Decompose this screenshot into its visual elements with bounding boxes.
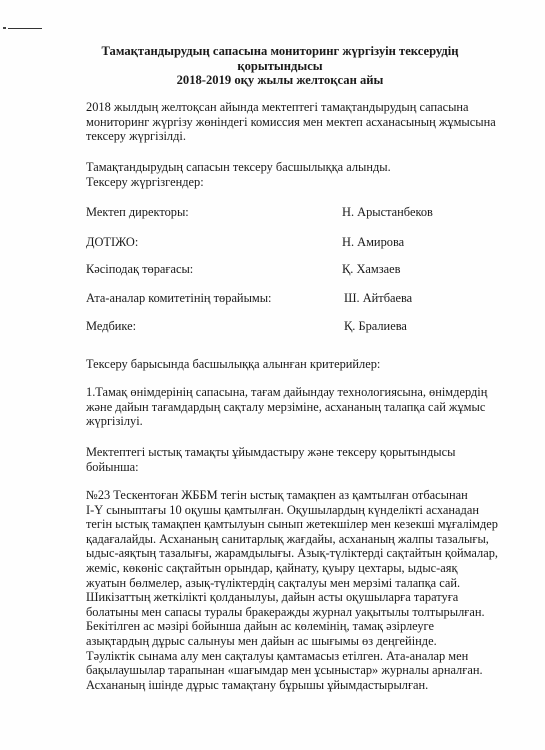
results-line: Шикізаттың жеткілікті қолданылуы, дайын асты оқушыларға таратуға [86,590,459,605]
criterion-1 [86,385,506,429]
results-heading [86,445,506,474]
results-line: Тәуліктік сынама алу мен сақталуы қамтамасыз етілген. Ата-аналар мен [86,648,469,663]
results-line: Бекітілген ас мәзірі бойынша дайын ас көлемінің, тамақ әзірлеуге [86,619,434,634]
control-line: Тамақтандырудың сапасын тексеру басшылыққа алынды. [86,160,391,174]
results-line: бақылаушылар тарапынан «шағымдар мен ұсыныстар» журналы арналған. [86,663,483,678]
control-paragraph [86,160,506,189]
intro-line: мониторинг жүргізу жөніндегі комиссия мен мектеп асханасының жұмысына [86,114,496,129]
commission-member-deputy [86,235,506,251]
member-role: Ата-аналар комитетінің төрайымы: [86,291,272,305]
intro-line: 2018 жылдың желтоқсан айында мектептегі тамақтандырудың сапасына [86,100,469,114]
member-role: ДОТІЖО: [86,235,139,249]
title-line-1: Тамақтандырудың сапасына мониторинг жүргізуін тексерудің [101,44,459,58]
member-name: Н. Амирова [342,235,405,249]
results-line: қадағалайды. Асхананың санитарлық жағдайы, асхананың жалпы тазалығы, [86,531,489,546]
results-line: №23 Тескентоған ЖББМ тегін ыстық тамақпен аз қамтылған отбасынан [86,488,468,502]
member-name: Қ. Бралиева [344,319,407,333]
results-body [86,488,506,692]
document-title [60,44,500,88]
results-line: тегін ыстық тамақпен қамтылуын сынып жетекшілер мен кезекші мұғалімдер [86,517,499,532]
intro-paragraph [86,100,506,144]
intro-line: тексеру жүргізілді. [86,129,186,144]
commission-member-parents [86,291,506,307]
results-line: азықтардың дұрыс салынуы мен дайын ас шығымы өз деңгейінде. [86,633,437,648]
member-role: Мектеп директоры: [86,205,189,219]
member-role: Медбике: [86,319,137,333]
results-line: жеміс, көкөніс сақтайтын орындар, қайнату, қуыру цехтары, ыдыс-аяқ [86,560,458,575]
results-line: ыдыс-аяқтың тазалығы, жарамдылығы. Азық-түліктерді сақтайтын қоймалар, [86,546,499,561]
member-role: Кәсіподақ төрағасы: [86,262,194,276]
criteria-heading: Тексеру барысында басшылыққа алынған критерийлер: [86,357,381,371]
criterion-line: және дайын тағамдардың сақталу мерзіміне, асхананың талапқа сай жұмыс [86,399,486,414]
commission-member-nurse [86,319,506,335]
results-heading-line: бойынша: [86,459,139,474]
member-name: Ш. Айтбаева [344,291,413,305]
results-line: І-Ү сыныптағы 10 оқушы қамтылған. Оқушылардың күнделікті асханадан [86,502,479,517]
scan-margin-mark [8,28,42,29]
commission-member-union [86,262,506,278]
title-line-3: 2018-2019 оқу жылы желтоқсан айы [176,73,384,87]
results-line: болатыны мен сапасы туралы бракеражды журнал уақытылы толтырылған. [86,604,485,619]
criterion-line: жүргізілуі. [86,414,143,429]
member-name: Қ. Хамзаев [342,262,401,276]
results-heading-line: Мектептегі ыстық тамақты ұйымдастыру және тексеру қорытындысы [86,445,456,459]
member-name: Н. Арыстанбеков [342,205,433,219]
criterion-line: 1.Тамақ өнімдерінің сапасына, тағам дайындау технологиясына, өнімдердің [86,385,488,399]
control-line: Тексеру жүргізгендер: [86,174,204,189]
title-line-2: қорытындысы [237,58,323,73]
results-line: Асхананың ішінде дұрыс тамақтану бұрышы ұйымдастырылған. [86,677,429,692]
scan-margin-tick [3,27,6,29]
commission-member-director [86,205,506,221]
results-line: жуатын бөлмелер, азық-түліктердің сақталуы мен мерзімі талапқа сай. [86,575,461,590]
